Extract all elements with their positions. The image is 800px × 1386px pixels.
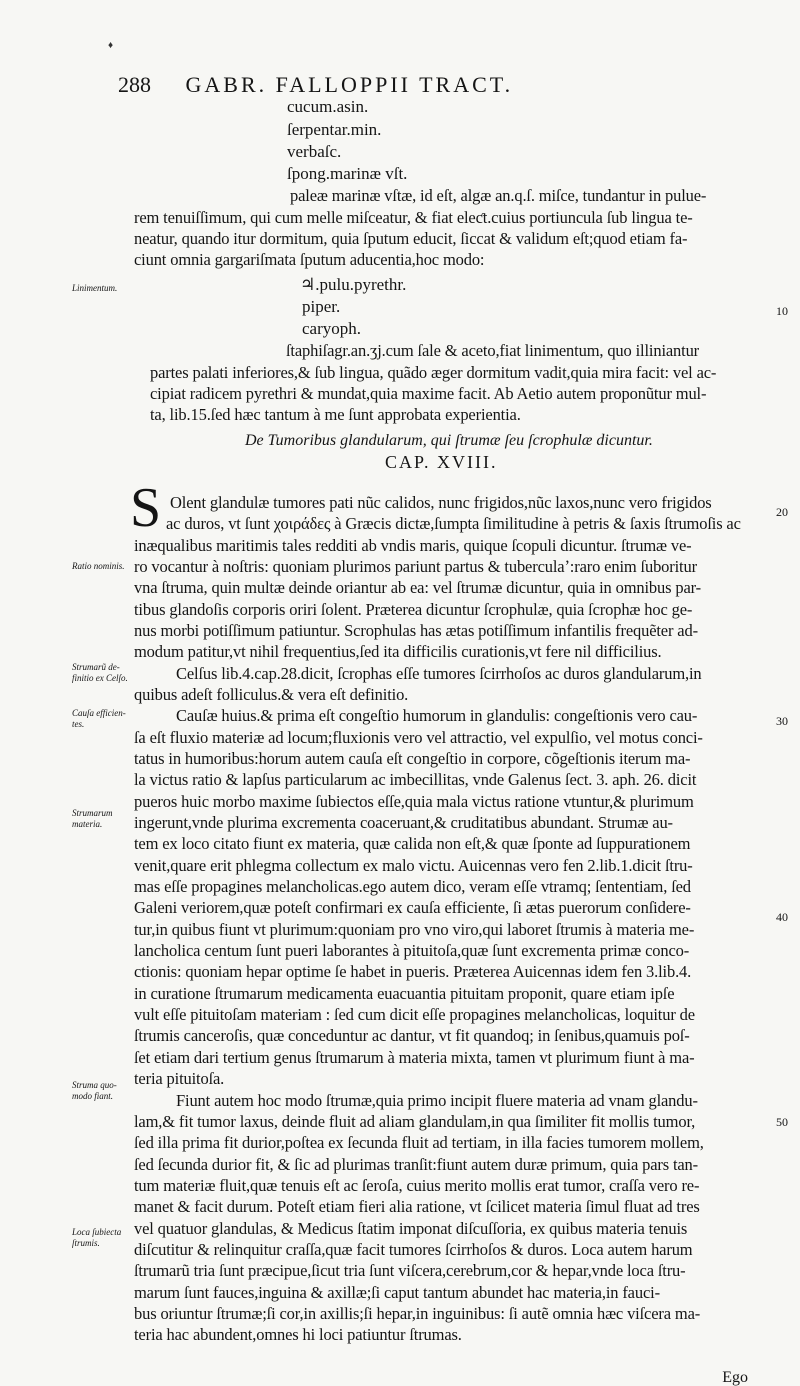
text-line: bus oriuntur ſtrumæ;ſi cor,in axillis;ſi hepar,in inguinibus: ſi autẽ omnia hæc viſcera ma- [134, 1304, 701, 1323]
text-line: Cauſæ huius.& prima eſt congeſtio humorum in glandulis: congeſtionis vero cau- [176, 706, 698, 725]
text-line: neatur, quando itur dormitum, quia ſputum educit, ſiccat & validum eſt;quod etiam fa- [134, 229, 688, 248]
margin-note-linimentum: Linimentum. [72, 283, 118, 293]
text-line: ſed ſecunda durior fit, & ſic ad plurimas tranſit:fiunt autem duræ primum, quia pars tan- [134, 1155, 699, 1174]
text-line: Olent glandulæ tumores pati nũc calidos, nunc frigidos,nũc laxos,nunc vero frigidos [170, 493, 712, 512]
text-line: ingerunt,vnde plurima excrementa coaceruant,& cruditatibus abundant. Strumæ au- [134, 813, 673, 832]
margin-note-quomodo: Struma quo- modo fiant. [72, 1080, 117, 1102]
line-number: 50 [776, 1115, 788, 1129]
text-line: ciunt omnia gargariſmata ſputum aducentia,hoc modo: [134, 250, 485, 269]
text-line: la victus ratio & lapſus particularum ac imbecillitas, vnde Galenus ſect. 3. aph. 26. dicit [134, 770, 697, 789]
text-line: ſtrumarũ tria ſunt præcipue,ſicut tria ſunt viſcera,cerebrum,cor & hepar,vnde loca ſtru- [134, 1261, 686, 1280]
text-line: quibus adeſt folliculus.& vera eſt definitio. [134, 685, 409, 704]
text-line: ac duros, vt ſunt χοιράδες à Græcis dictæ,ſumpta ſimilitudine à petris & ſaxis ſtrumoſis ac [166, 514, 741, 533]
text-line: paleæ marinæ vſtæ, id eſt, algæ an.q.ſ. miſce, tundantur in pulue- [290, 186, 707, 205]
recipe-line: cucum.asin. [287, 97, 369, 116]
margin-note-loca: Loca ſubiecta ſtrumis. [72, 1227, 122, 1249]
text-line: Fiunt autem hoc modo ſtrumæ,quia primo incipit fluere materia ad vnam glandu- [176, 1091, 698, 1110]
catchword: Ego [722, 1369, 748, 1386]
text-line: nus morbi potiſſimum patiuntur. Scrophulas has ætas potiſſimum infantilis frequẽter ad- [134, 621, 698, 640]
text-line: ſet etiam dari tertium genus ſtrumarum à materia mixta, tamen vt plurimum fiunt à ma- [134, 1048, 695, 1067]
margin-note-causa: Cauſa efficien- tes. [72, 708, 126, 730]
text-line: inæqualibus maritimis tales redditi ab vndis maris, quique ſcopuli dicuntur. ſtrumæ ve- [134, 536, 692, 555]
text-line: vel quatuor glandulas, & Medicus ſtatim imponat diſcuſſoria, ex quibus materia tenuis [134, 1219, 688, 1238]
text-line: manet & facit durum. Poteſt etiam fieri alia ratione, vt ſcilicet materia ſimul fluat ad tres [134, 1197, 700, 1216]
recipe-line: ♃.pulu.pyrethr. [300, 275, 407, 294]
recipe-line: ſerpentar.min. [287, 120, 382, 139]
text-line: lam,& fit tumor laxus, deinde fluit ad aliam glandulam,in qua ſimiliter fit mollis tumor, [134, 1112, 696, 1131]
line-number: 30 [776, 714, 788, 728]
running-header [118, 72, 513, 98]
text-line: vna ſtruma, quin multæ deinde oriantur ab ea: vel ſtrumæ dicuntur, quia in omnibus par- [134, 578, 702, 597]
ink-speck-ornament: ♦ [108, 40, 114, 51]
text-line: teria pituitoſa. [134, 1069, 225, 1088]
line-number: 40 [776, 910, 788, 924]
text-line: tibus glandoſis corporis oriri ſolent. Præterea dicuntur ſcrophulæ, quia ſcrophæ hoc ge- [134, 600, 693, 619]
recipe-line: caryoph. [302, 319, 362, 338]
text-line: ſtrumis canceroſis, quæ conceduntur ac dantur, vt fit quandoq; in ſenibus,quamuis poſ- [134, 1026, 690, 1045]
text-line: tem ex loco citato fiunt ex materia, quæ calida non eſt,& quæ ſponte ad ſuppurationem [134, 834, 691, 853]
text-line: marum ſunt fauces,inguina & axillæ;ſi caput tantum abundet hac materia,in fauci- [134, 1283, 660, 1302]
running-title: GABR. FALLOPPII TRACT. [185, 72, 514, 97]
drop-cap: S [130, 477, 162, 539]
text-line: ctionis: quoniam hepar optime ſe habet in pueris. Præterea Auicennas idem fen 3.lib.4. [134, 962, 692, 981]
text-line: ſa eſt fluxio materiæ ad locum;fluxionis vero vel attractio, vel expulſio, vel motus conci- [134, 728, 703, 747]
recipe-line: verbaſc. [287, 142, 342, 161]
text-line: ro vocantur à noſtris: quoniam plurimos pariunt partus & tuberculaʼ:raro enim ſuboritur [134, 557, 697, 576]
text-line: in curatione ſtrumarum medicamenta euacuantia pituitam proponit, quare etiam ipſe [134, 984, 675, 1003]
text-line: tatus in humoribus:horum autem cauſa eſt congeſtio in corpore, cõgeſtionis iterum ma- [134, 749, 691, 768]
text-line: modum patitur,vt nihil frequentius,ſed ita difficilis curationis,vt fere nil difficilius. [134, 642, 662, 661]
text-line: ta, lib.15.ſed hæc tantum à me ſunt approbata experientia. [150, 405, 521, 424]
text-line: tur,in quibus fiunt vt plurimum:quoniam pro vno viro,qui laboret ſtrumis à materia me- [134, 920, 695, 939]
text-line: ſed illa prima fit durior,poſtea ex ſecunda fluit ad tertiam, in illa facies tumorem mollem, [134, 1133, 704, 1152]
margin-note-ratio-nominis: Ratio nominis. [72, 561, 125, 571]
text-line: partes palati inferiores,& ſub lingua, quãdo æger dormitum vadit,quia mira facit: vel ac- [150, 363, 717, 382]
line-number: 10 [776, 304, 788, 318]
chapter-title: De Tumoribus glandularum, qui ſtrumæ ſeu ſcrophulæ dicuntur. [245, 432, 653, 449]
text-line: rem tenuiſſimum, qui cum melle miſceatur, & fiat eleƈt.cuius portiuncula ſub lingua te- [134, 208, 693, 227]
text-line: Galeni veriorem,quæ poteſt confirmari ex cauſa efficiente, ſi ætas puerorum conſidere- [134, 898, 691, 917]
text-line: teria hac abundent,omnes hi loci patiuntur ſtrumas. [134, 1325, 462, 1344]
chapter-number: CAP. XVIII. [385, 452, 498, 472]
recipe-line: piper. [302, 297, 341, 316]
text-line: cipiat radicem pyrethri & mundat,quia maxime facit. Ab Aetio autem proponũtur mul- [150, 384, 707, 403]
text-line: diſcutitur & relinquitur craſſa,quæ facit tumores ſcirrhoſos & duros. Loca autem harum [134, 1240, 693, 1259]
recipe-line: ſpong.marinæ vſt. [287, 164, 408, 183]
text-line: tum materiæ fluit,quæ tenuis eſt ac ſeroſa, cuius merito mollis erat tumor, craſſa vero re- [134, 1176, 700, 1195]
page-number: 288 [118, 72, 151, 97]
margin-note-materia: Strumarum materia. [72, 808, 113, 830]
margin-note-definitio: Strumarũ de- finitio ex Celſo. [72, 662, 128, 684]
text-line: lancholica centum ſunt pueri laborantes à pituitoſa,quæ ſunt excrementa primæ conco- [134, 941, 690, 960]
text-line: ſtaphiſagr.an.ʒj.cum ſale & aceto,fiat linimentum, quo illiniantur [286, 341, 700, 360]
line-number: 20 [776, 505, 788, 519]
text-line: mas eſſe propagines melancholicas.ego autem dico, veram eſſe vtramq; ſententiam, ſed [134, 877, 691, 896]
text-line: vult eſſe pituitoſam materiam : ſed cum dicit eſſe propagines melancholicas, loquitur de [134, 1005, 695, 1024]
text-line: pueros huic morbo maxime ſubiectos eſſe,quia mala victus ratione vtuntur,& plurimum [134, 792, 694, 811]
text-line: Celſus lib.4.cap.28.dicit, ſcrophas eſſe tumores ſcirrhoſos ac duros glandularum,in [176, 664, 702, 683]
text-line: venit,quare erit phlegma collectum ex malo victu. Auicennas vero fen 2.lib.1.dicit ſtru- [134, 856, 693, 875]
